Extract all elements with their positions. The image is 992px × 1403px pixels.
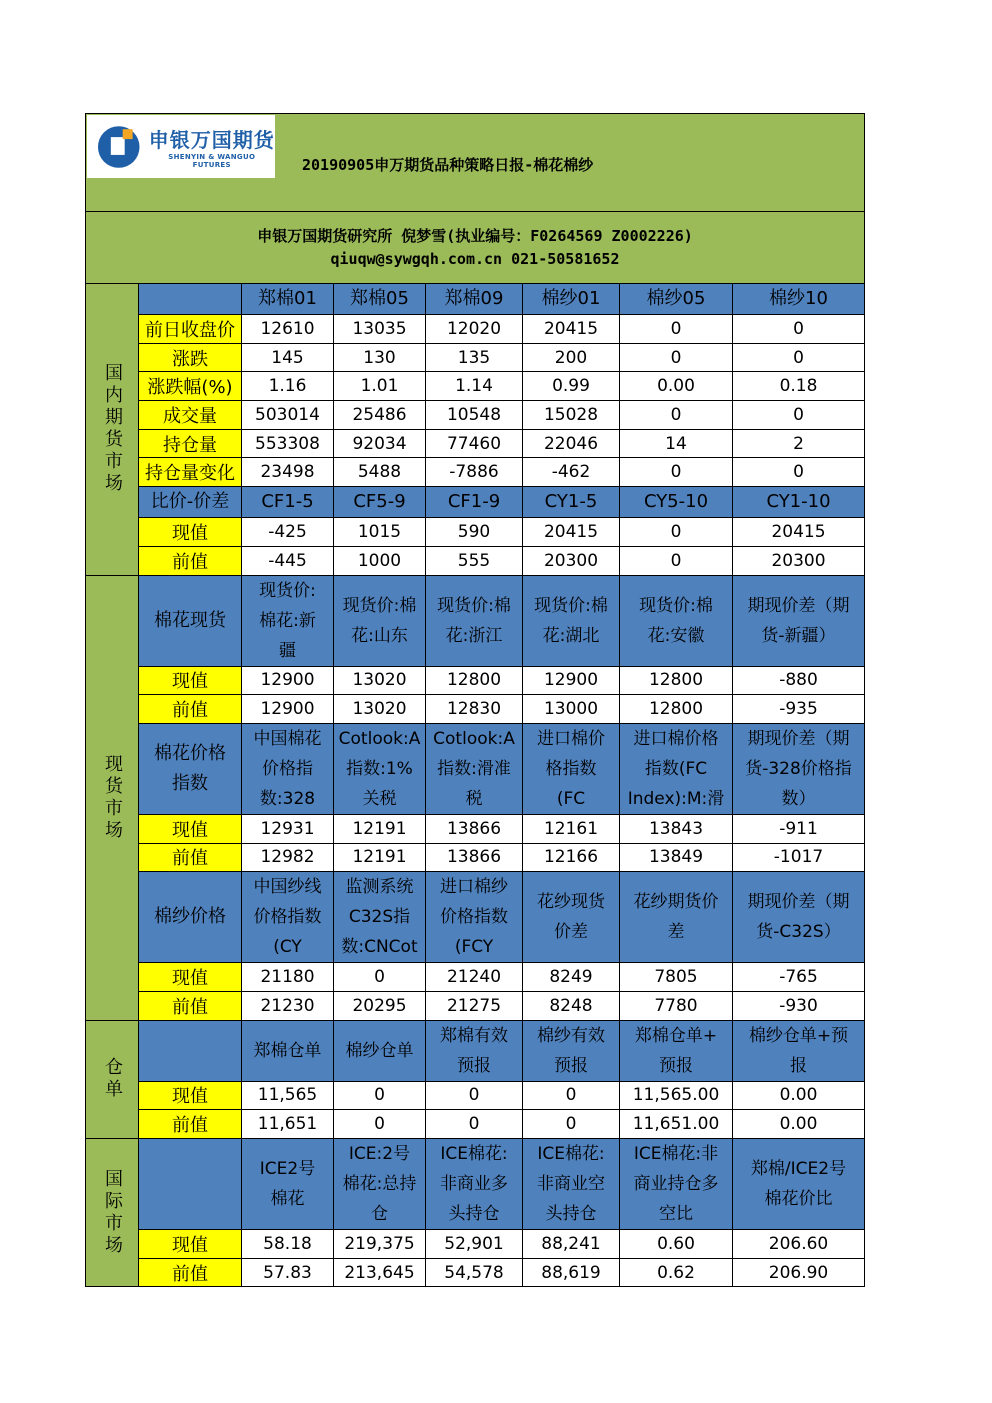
data-cell: 8248 (523, 991, 620, 1020)
row-label: 持仓量变化 (139, 458, 242, 487)
data-cell: 21180 (242, 963, 334, 992)
data-cell: 145 (242, 343, 334, 372)
data-cell: 20300 (733, 546, 865, 575)
data-cell: 0 (620, 458, 733, 487)
table-row (86, 814, 865, 843)
logo-text-en: SHENYIN & WANGUO FUTURES (168, 153, 256, 169)
data-cell: 13020 (334, 695, 426, 724)
data-cell: 0.18 (733, 372, 865, 401)
data-cell: 25486 (334, 401, 426, 430)
data-cell: 0.00 (620, 372, 733, 401)
data-cell: -765 (733, 963, 865, 992)
data-cell: 7805 (620, 963, 733, 992)
data-cell: 13849 (620, 843, 733, 872)
data-cell: 12166 (523, 843, 620, 872)
row-label: 前值 (139, 546, 242, 575)
data-cell: 0 (426, 1110, 523, 1139)
spread-header: CF5-9 (334, 487, 426, 518)
institute-line-2: qiuqw@sywgqh.com.cn 021-50581652 (330, 249, 620, 268)
table-row (86, 284, 865, 315)
table-row (86, 114, 865, 212)
row-label: 现值 (139, 963, 242, 992)
spread-header: CF1-5 (242, 487, 334, 518)
table-row (86, 1230, 865, 1259)
data-cell: 0 (620, 315, 733, 344)
data-cell: 206.60 (733, 1230, 865, 1259)
report-title: 20190905申万期货品种策略日报-棉花棉纱 (302, 156, 594, 174)
section-label-international: 国际市场 (86, 1139, 139, 1287)
table-row (86, 1081, 865, 1110)
data-cell: 135 (426, 343, 523, 372)
contract-header: 棉纱10 (733, 284, 865, 315)
block-header: 中国棉花 价格指 数:328 (242, 723, 334, 814)
data-cell: -935 (733, 695, 865, 724)
spread-header: CY1-5 (523, 487, 620, 518)
contract-header: 郑棉05 (334, 284, 426, 315)
spread-header: CY5-10 (620, 487, 733, 518)
data-cell: 12982 (242, 843, 334, 872)
data-cell: -7886 (426, 458, 523, 487)
data-cell: 14 (620, 429, 733, 458)
section-label-spot: 现货市场 (86, 575, 139, 1020)
data-cell: 2 (733, 429, 865, 458)
row-label: 前值 (139, 843, 242, 872)
table-row (86, 695, 865, 724)
data-cell: 7780 (620, 991, 733, 1020)
row-label: 现值 (139, 1081, 242, 1110)
table-row (86, 315, 865, 344)
data-cell: 11,651.00 (620, 1110, 733, 1139)
row-label: 前值 (139, 695, 242, 724)
data-cell: 0 (426, 1081, 523, 1110)
block-label: 棉花现货 (139, 575, 242, 666)
data-cell: 21240 (426, 963, 523, 992)
data-cell: 23498 (242, 458, 334, 487)
data-cell: 12610 (242, 315, 334, 344)
header-corner (139, 1020, 242, 1081)
table-row (86, 666, 865, 695)
section-label-warehouse: 仓单 (86, 1020, 139, 1138)
data-cell: -445 (242, 546, 334, 575)
table-row (86, 546, 865, 575)
contract-header: 郑棉01 (242, 284, 334, 315)
data-cell: 1.14 (426, 372, 523, 401)
data-cell: 0 (334, 1081, 426, 1110)
table-row (86, 487, 865, 518)
data-cell: 20295 (334, 991, 426, 1020)
data-cell: 206.90 (733, 1258, 865, 1287)
data-cell: 12900 (242, 695, 334, 724)
data-cell: 11,651 (242, 1110, 334, 1139)
block-header: 期现价差（期 货-328价格指 数） (733, 723, 865, 814)
international-header: 郑棉/ICE2号 棉花价比 (733, 1139, 865, 1230)
table-row (86, 343, 865, 372)
data-cell: 88,241 (523, 1230, 620, 1259)
data-cell: 555 (426, 546, 523, 575)
block-header: 进口棉纱 价格指数 (FCY (426, 872, 523, 963)
data-cell: 219,375 (334, 1230, 426, 1259)
table-row (86, 458, 865, 487)
data-cell: 12800 (426, 666, 523, 695)
row-label: 前日收盘价 (139, 315, 242, 344)
block-header: 花纱现货 价差 (523, 872, 620, 963)
data-cell: 21275 (426, 991, 523, 1020)
row-label: 前值 (139, 991, 242, 1020)
data-cell: 20415 (523, 315, 620, 344)
row-label: 涨跌 (139, 343, 242, 372)
data-cell: 12900 (523, 666, 620, 695)
table-row (86, 212, 865, 284)
data-cell: 213,645 (334, 1258, 426, 1287)
data-cell: 503014 (242, 401, 334, 430)
data-cell: 0 (620, 401, 733, 430)
block-header: 进口棉价 格指数 (FC (523, 723, 620, 814)
block-header: 现货价:棉 花:浙江 (426, 575, 523, 666)
strategy-report-table (85, 113, 865, 1287)
table-row (86, 723, 865, 814)
warehouse-header: 郑棉仓单+ 预报 (620, 1020, 733, 1081)
row-label: 现值 (139, 814, 242, 843)
data-cell: 0 (733, 343, 865, 372)
block-label: 棉花价格 指数 (139, 723, 242, 814)
table-row (86, 991, 865, 1020)
data-cell: 20415 (523, 518, 620, 547)
warehouse-header: 郑棉有效 预报 (426, 1020, 523, 1081)
international-header: ICE2号 棉花 (242, 1139, 334, 1230)
table-row (86, 1139, 865, 1230)
data-cell: 20415 (733, 518, 865, 547)
data-cell: 13866 (426, 843, 523, 872)
table-row (86, 1258, 865, 1287)
data-cell: 12800 (620, 666, 733, 695)
data-cell: 92034 (334, 429, 426, 458)
spread-header: CY1-10 (733, 487, 865, 518)
table-row (86, 1020, 865, 1081)
data-cell: 1.01 (334, 372, 426, 401)
table-row (86, 872, 865, 963)
data-cell: 13000 (523, 695, 620, 724)
data-cell: 0 (733, 458, 865, 487)
data-cell: 12830 (426, 695, 523, 724)
data-cell: 13035 (334, 315, 426, 344)
data-cell: -462 (523, 458, 620, 487)
data-cell: 21230 (242, 991, 334, 1020)
block-header: 现货价:棉 花:山东 (334, 575, 426, 666)
row-label: 涨跌幅(%) (139, 372, 242, 401)
data-cell: 0 (733, 315, 865, 344)
data-cell: 12800 (620, 695, 733, 724)
row-label: 前值 (139, 1110, 242, 1139)
block-header: 现货价:棉 花:安徽 (620, 575, 733, 666)
data-cell: 12020 (426, 315, 523, 344)
data-cell: 13866 (426, 814, 523, 843)
row-label: 现值 (139, 666, 242, 695)
data-cell: 13843 (620, 814, 733, 843)
data-cell: 12191 (334, 814, 426, 843)
data-cell: -1017 (733, 843, 865, 872)
block-header: 期现价差（期 货-C32S） (733, 872, 865, 963)
data-cell: 52,901 (426, 1230, 523, 1259)
spread-header-label: 比价-价差 (139, 487, 242, 518)
data-cell: 0 (733, 401, 865, 430)
data-cell: 20300 (523, 546, 620, 575)
warehouse-header: 郑棉仓单 (242, 1020, 334, 1081)
block-header: 中国纱线 价格指数 (CY (242, 872, 334, 963)
data-cell: 0.00 (733, 1081, 865, 1110)
data-cell: 12161 (523, 814, 620, 843)
data-cell: 0.62 (620, 1258, 733, 1287)
logo-text-cn: 申银万国期货 (148, 128, 275, 152)
data-cell: 0.60 (620, 1230, 733, 1259)
report-header-cell (86, 114, 865, 212)
data-cell: 130 (334, 343, 426, 372)
data-cell: 11,565 (242, 1081, 334, 1110)
block-header: 花纱期货价 差 (620, 872, 733, 963)
data-cell: 54,578 (426, 1258, 523, 1287)
data-cell: 77460 (426, 429, 523, 458)
block-label: 棉纱价格 (139, 872, 242, 963)
data-cell: 0 (334, 963, 426, 992)
data-cell: 0 (620, 343, 733, 372)
row-label: 成交量 (139, 401, 242, 430)
data-cell: 12191 (334, 843, 426, 872)
data-cell: 0 (620, 546, 733, 575)
table-row (86, 575, 865, 666)
data-cell: 590 (426, 518, 523, 547)
data-cell: -880 (733, 666, 865, 695)
warehouse-header: 棉纱有效 预报 (523, 1020, 620, 1081)
international-header: ICE棉花: 非商业多 头持仓 (426, 1139, 523, 1230)
data-cell: 22046 (523, 429, 620, 458)
data-cell: 0.00 (733, 1110, 865, 1139)
data-cell: 0.99 (523, 372, 620, 401)
data-cell: 15028 (523, 401, 620, 430)
data-cell: 0 (620, 518, 733, 547)
table-row (86, 429, 865, 458)
table-row (86, 843, 865, 872)
table-row (86, 1110, 865, 1139)
header-corner (139, 1139, 242, 1230)
row-label: 现值 (139, 518, 242, 547)
header-corner (139, 284, 242, 315)
data-cell: 10548 (426, 401, 523, 430)
spread-header: CF1-9 (426, 487, 523, 518)
warehouse-header: 棉纱仓单 (334, 1020, 426, 1081)
row-label: 前值 (139, 1258, 242, 1287)
data-cell: 1015 (334, 518, 426, 547)
company-logo (87, 115, 275, 178)
data-cell: 57.83 (242, 1258, 334, 1287)
logo-text (148, 124, 275, 169)
data-cell: 200 (523, 343, 620, 372)
institute-line-1: 申银万国期货研究所 倪梦雪(执业编号：F0264569 Z0002226) (257, 226, 693, 245)
contract-header: 棉纱05 (620, 284, 733, 315)
block-header: Cotlook:A 指数:滑准 税 (426, 723, 523, 814)
data-cell: 12931 (242, 814, 334, 843)
international-header: ICE棉花: 非商业空 头持仓 (523, 1139, 620, 1230)
block-header: 现货价: 棉花:新 疆 (242, 575, 334, 666)
contract-header: 郑棉09 (426, 284, 523, 315)
table-row (86, 372, 865, 401)
international-header: ICE:2号 棉花:总持 仓 (334, 1139, 426, 1230)
block-header: 进口棉价格 指数(FC Index):M:滑 (620, 723, 733, 814)
data-cell: 0 (523, 1110, 620, 1139)
data-cell: 1000 (334, 546, 426, 575)
data-cell: 12900 (242, 666, 334, 695)
data-cell: -911 (733, 814, 865, 843)
warehouse-header: 棉纱仓单+预 报 (733, 1020, 865, 1081)
section-label-domestic: 国内期货市场 (86, 284, 139, 576)
table-row (86, 518, 865, 547)
data-cell: 5488 (334, 458, 426, 487)
block-header: 监测系统 C32S指 数:CNCot (334, 872, 426, 963)
data-cell: -425 (242, 518, 334, 547)
block-header: 期现价差（期 货-新疆） (733, 575, 865, 666)
block-header: Cotlook:A 指数:1% 关税 (334, 723, 426, 814)
data-cell: 58.18 (242, 1230, 334, 1259)
data-cell: 8249 (523, 963, 620, 992)
international-header: ICE棉花:非 商业持仓多 空比 (620, 1139, 733, 1230)
data-cell: 553308 (242, 429, 334, 458)
data-cell: 0 (334, 1110, 426, 1139)
row-label: 持仓量 (139, 429, 242, 458)
data-cell: -930 (733, 991, 865, 1020)
data-cell: 13020 (334, 666, 426, 695)
data-cell: 1.16 (242, 372, 334, 401)
shenwan-logo-icon (95, 123, 142, 171)
block-header: 现货价:棉 花:湖北 (523, 575, 620, 666)
data-cell: 88,619 (523, 1258, 620, 1287)
institute-info (86, 212, 865, 284)
row-label: 现值 (139, 1230, 242, 1259)
data-cell: 11,565.00 (620, 1081, 733, 1110)
data-cell: 0 (523, 1081, 620, 1110)
table-row (86, 401, 865, 430)
contract-header: 棉纱01 (523, 284, 620, 315)
table-row (86, 963, 865, 992)
